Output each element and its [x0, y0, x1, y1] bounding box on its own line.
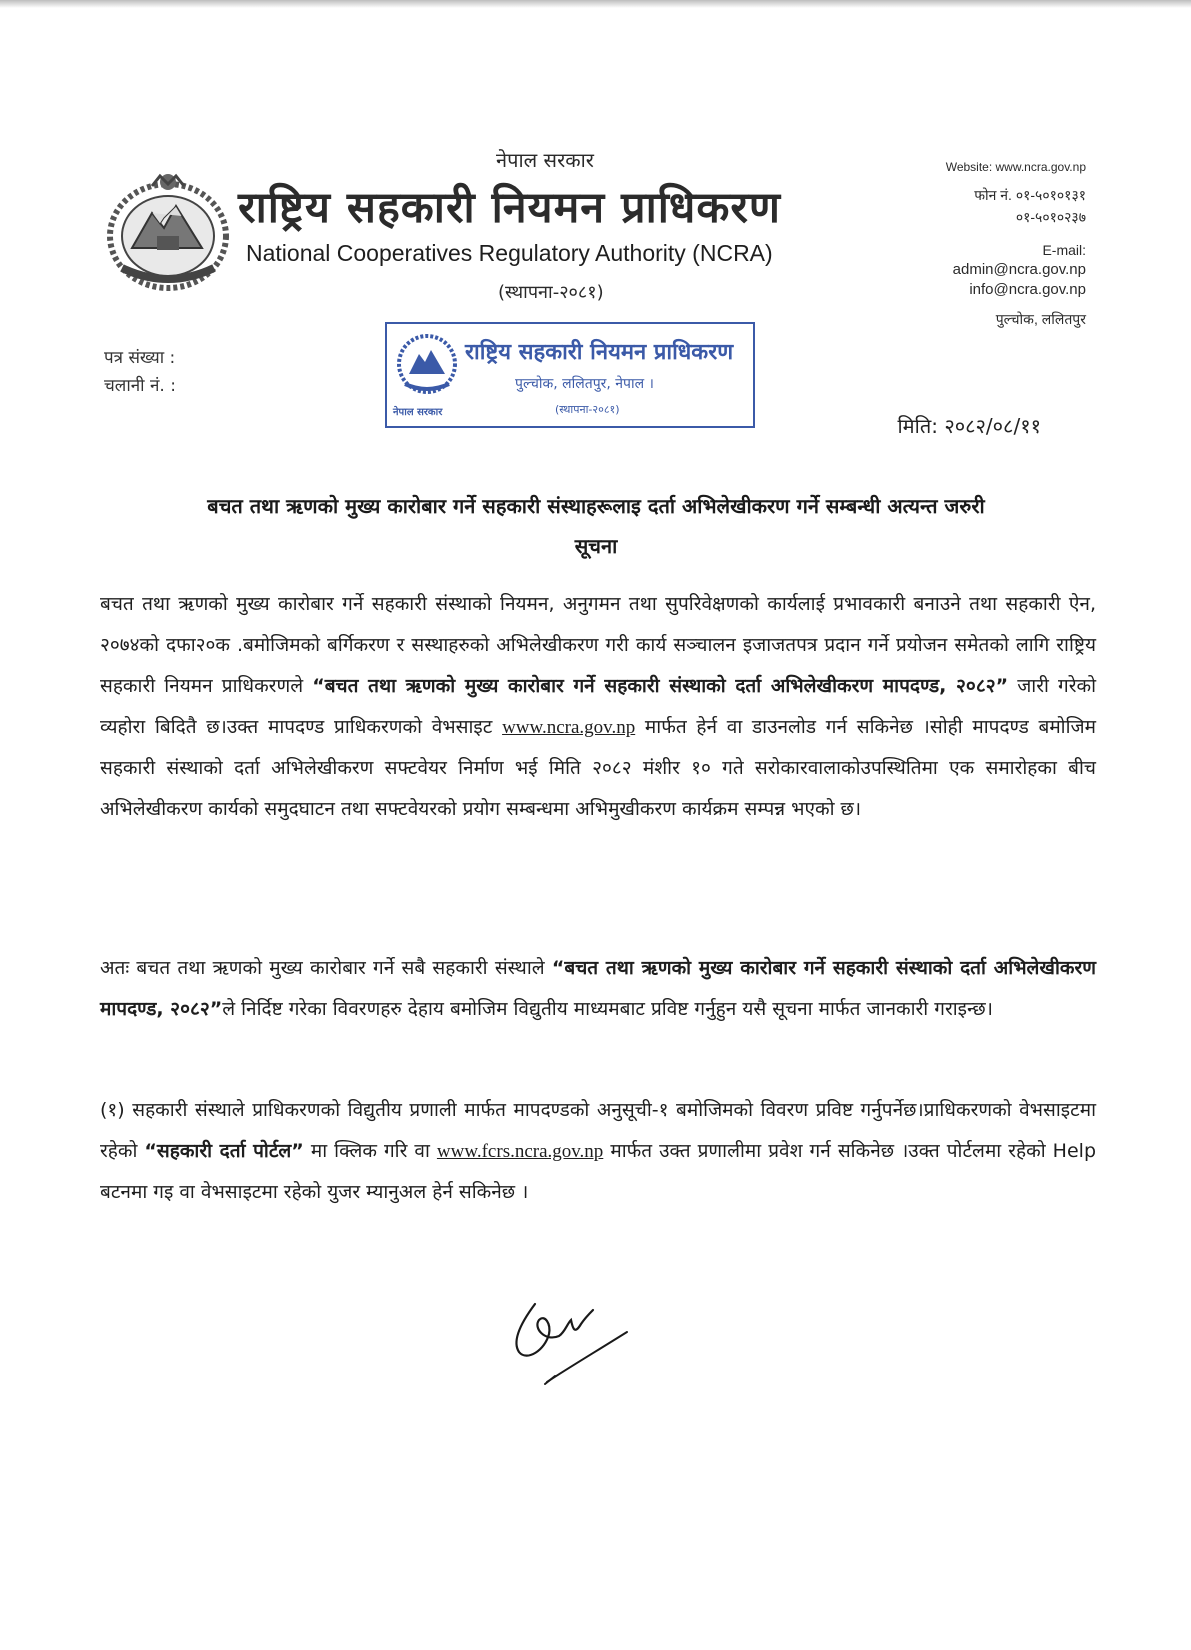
- p1-text-b: जारी गरेको व्यहोरा बिदितै छ।उक्त मापदण्ड प्राधिकरणको वेभसाइट: [100, 675, 1096, 738]
- phone-number-1: फोन नं. ०१-५०१०१३१: [974, 187, 1086, 203]
- stamp-organization-name: राष्ट्रिय सहकारी नियमन प्राधिकरण: [465, 340, 734, 365]
- organization-name-nepali: राष्ट्रिय सहकारी नियमन प्राधिकरण: [238, 183, 782, 233]
- dispatch-number-label: चलानी नं. :: [104, 376, 176, 396]
- letter-date: मिति: २०८२/०८/११: [897, 414, 1041, 438]
- p2-bold-standard: “बचत तथा ऋणको मुख्य कारोबार गर्ने सहकारी संस्थाको दर्ता अभिलेखीकरण मापदण्ड, २०८२”: [100, 957, 1096, 1020]
- stamp-government: नेपाल सरकार: [393, 407, 443, 418]
- fcrs-portal-link[interactable]: www.fcrs.ncra.gov.np: [436, 1141, 604, 1162]
- p2-text-b: ले निर्दिष्ट गरेका विवरणहरु देहाय बमोजिम विद्युतीय माध्यमबाट प्रविष्ट गर्नुहुन यसै सूचना मार्फत जानकारी गराइन्छ।: [222, 998, 993, 1020]
- body-paragraph-1: [100, 584, 1096, 830]
- stamp-address: पुल्चोक, ललितपुर, नेपाल ।: [515, 376, 654, 392]
- government-label: नेपाल सरकार: [496, 148, 594, 172]
- stamp-established: (स्थापना-२०८१): [555, 403, 620, 416]
- nepal-emblem-icon: [102, 168, 234, 296]
- office-address: पुल्चोक, ललितपुर: [995, 311, 1086, 327]
- notice-title-line-1: बचत तथा ऋणको मुख्य कारोबार गर्ने सहकारी संस्थाहरूलाइ दर्ता अभिलेखीकरण गर्ने सम्बन्धी अत्यन्त जरुरी: [207, 494, 985, 518]
- email-address-1: admin@ncra.gov.np: [952, 261, 1086, 278]
- notice-title-line-2: सूचना: [574, 534, 618, 558]
- p1-text-c: मार्फत हेर्न वा डाउनलोड गर्न सकिनेछ ।सोही मापदण्ड बमोजिम सहकारी संस्थाको दर्ता अभिलेखीकरण सफ्टवेयर निर्माण भई मिति २०८२ मंशीर १० गते सरोकारवालाकोउपस्थितिमा एक समारोहका बीच अभिलेखीकरण कार्यको समुदघाटन तथा सफ्टवेयरको प्रयोग सम्बन्धमा अभिमुखीकरण कार्यक्रम सम्पन्न भएको छ।: [100, 716, 1096, 820]
- website-text: Website: www.ncra.gov.np: [945, 160, 1086, 174]
- p1-bold-standard: “बचत तथा ऋणको मुख्य कारोबार गर्ने सहकारी संस्थाको दर्ता अभिलेखीकरण मापदण्ड, २०८२”: [312, 675, 1009, 697]
- signature-icon: [505, 1290, 635, 1400]
- notice-title: [96, 486, 1096, 566]
- phone-number-2: ०१-५०१०२३७: [1015, 209, 1086, 225]
- p1-text-a: बचत तथा ऋणको मुख्य कारोबार गर्ने सहकारी संस्थाको नियमन, अनुगमन तथा सुपरिवेक्षणको कार्यलाई प्रभावकारी बनाउने तथा सहकारी ऐन, २०७४को दफा२०क .बमोजिमको बर्गिकरण र सस्थाहरुको अभिलेखीकरण गरी कार्य सञ्चालन इजाजतपत्र प्रदान गर्ने प्रयोजन समेतको लागि राष्ट्रिय सहकारी नियमन प्राधिकरणले: [100, 593, 1096, 697]
- office-stamp: [385, 322, 755, 428]
- letter-number-label: पत्र संख्या :: [104, 348, 176, 368]
- stamp-emblem-icon: [395, 332, 459, 396]
- p3-text-a: (१) सहकारी संस्थाले प्राधिकरणको विद्युतीय प्रणाली मार्फत मापदण्डको अनुसूची-१ बमोजिमको विवरण प्रविष्ट गर्नुपर्नेछ।प्राधिकरणको वेभसाइटमा रहेको: [100, 1099, 1096, 1162]
- established-label: (स्थापना-२०८१): [498, 282, 604, 303]
- body-paragraph-2: [100, 948, 1096, 1030]
- page-edge: [0, 0, 1191, 8]
- email-label: E-mail:: [1042, 242, 1086, 258]
- p2-text-a: अतः बचत तथा ऋणको मुख्य कारोबार गर्ने सबै सहकारी संस्थाले: [100, 957, 552, 979]
- organization-name-english: National Cooperatives Regulatory Authority (NCRA): [246, 240, 773, 266]
- email-address-2: info@ncra.gov.np: [969, 281, 1086, 298]
- p3-bold-portal: “सहकारी दर्ता पोर्टल”: [144, 1140, 304, 1162]
- p3-text-b: मा क्लिक गरि वा: [303, 1140, 437, 1162]
- body-paragraph-3: [100, 1090, 1096, 1213]
- ncra-website-link[interactable]: www.ncra.gov.np: [502, 717, 636, 738]
- p3-text-c: मार्फत उक्त प्रणालीमा प्रवेश गर्न सकिनेछ ।उक्त पोर्टलमा रहेको Help बटनमा गइ वा वेभसाइटमा रहेको युजर म्यानुअल हेर्न सकिनेछ ।: [100, 1140, 1096, 1203]
